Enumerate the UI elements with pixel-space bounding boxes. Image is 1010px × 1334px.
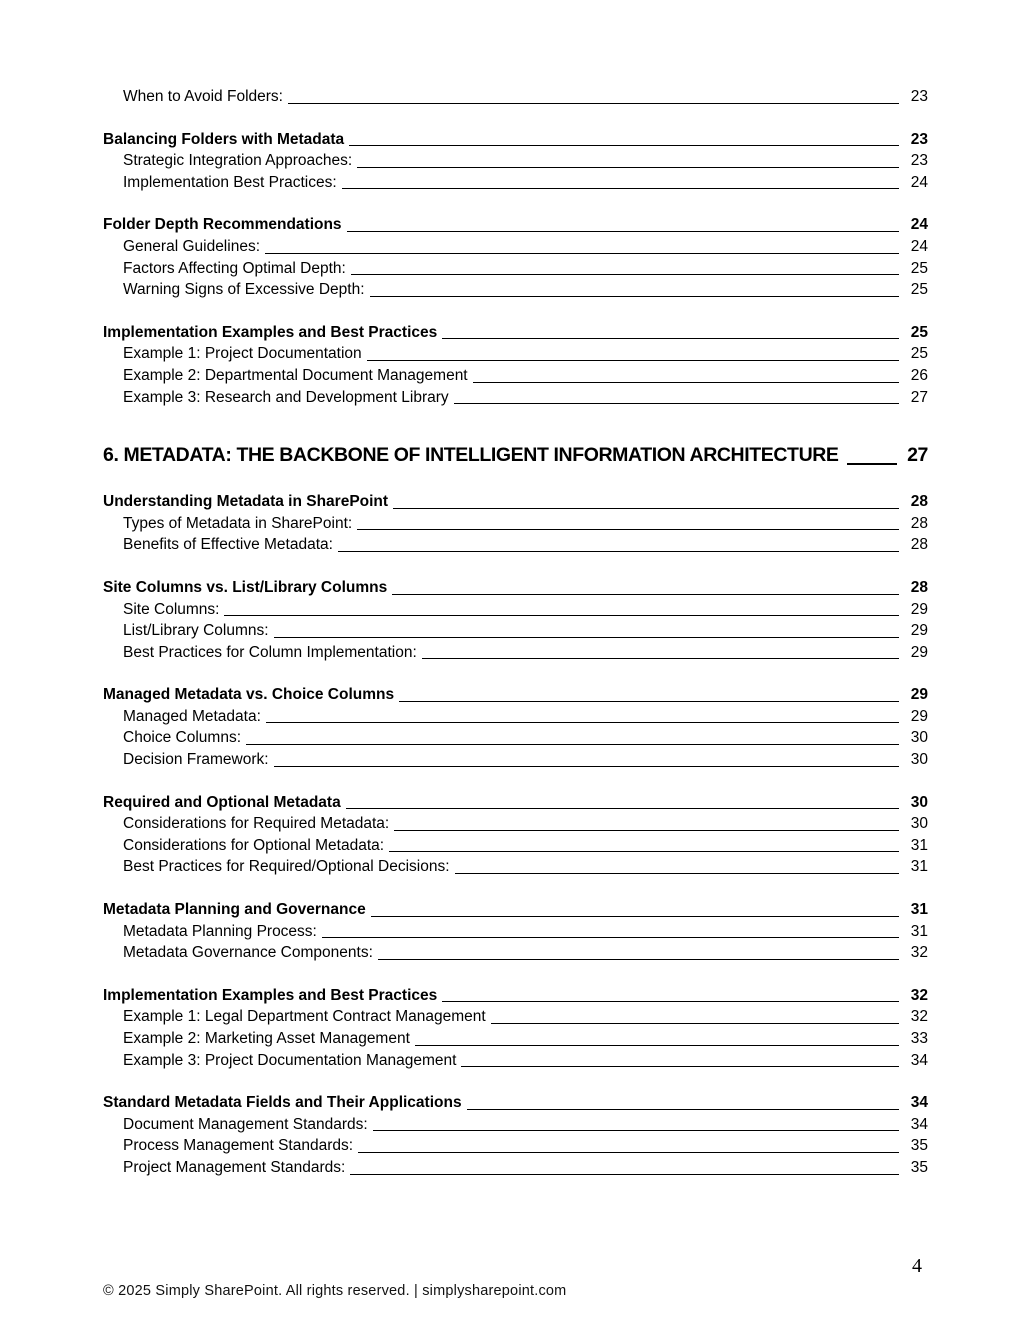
toc-entry xyxy=(103,899,928,921)
toc-entry-label: List/Library Columns: xyxy=(123,622,269,640)
toc-entry-label: Example 3: Research and Development Library xyxy=(123,388,449,406)
toc-leader-line xyxy=(455,873,899,874)
toc-leader-line xyxy=(373,1130,899,1131)
toc-entry-label: Metadata Planning Process: xyxy=(123,922,317,940)
toc-entry-label: Project Management Standards: xyxy=(123,1158,346,1176)
toc-entry-label: Considerations for Optional Metadata: xyxy=(123,836,385,854)
toc-entry-page: 29 xyxy=(910,622,928,640)
toc-group xyxy=(103,129,928,194)
toc-group xyxy=(103,440,928,470)
toc-entry-label: Understanding Metadata in SharePoint xyxy=(103,493,389,511)
toc-leader-line xyxy=(246,744,899,745)
toc-entry xyxy=(103,620,928,642)
toc-entry-label: Example 1: Legal Department Contract Management xyxy=(123,1008,486,1026)
toc-entry-page: 31 xyxy=(910,922,928,940)
toc-group xyxy=(103,86,928,108)
toc-entry-page: 34 xyxy=(910,1115,928,1133)
toc-entry-label: Types of Metadata in SharePoint: xyxy=(123,514,353,532)
toc-leader-line xyxy=(847,463,897,465)
toc-entry-page: 33 xyxy=(910,1030,928,1047)
toc-entry-page: 28 xyxy=(910,578,928,596)
toc-leader-line xyxy=(274,766,899,767)
toc-entry xyxy=(103,921,928,943)
toc-leader-line xyxy=(322,937,899,938)
toc-entry-label: Best Practices for Column Implementation: xyxy=(123,643,417,661)
toc-leader-line xyxy=(349,145,899,146)
toc-entry-label: Considerations for Required Metadata: xyxy=(123,815,390,833)
toc-entry xyxy=(103,577,928,599)
toc-entry-page: 24 xyxy=(910,173,928,191)
toc-entry xyxy=(103,491,928,513)
toc-leader-line xyxy=(371,916,899,917)
toc-leader-line xyxy=(491,1023,899,1024)
toc-entry xyxy=(103,792,928,814)
toc-group xyxy=(103,214,928,300)
toc-entry-label: Implementation Examples and Best Practices xyxy=(103,323,438,341)
toc-entry xyxy=(103,534,928,556)
toc-group xyxy=(103,792,928,878)
toc-entry xyxy=(103,706,928,728)
toc-entry-page: 29 xyxy=(910,686,928,704)
toc-leader-line xyxy=(338,551,899,552)
toc-entry-page: 30 xyxy=(910,793,928,811)
toc-leader-line xyxy=(274,637,899,638)
toc-entry xyxy=(103,343,928,365)
toc-entry-page: 32 xyxy=(910,944,928,962)
toc-entry-label: Document Management Standards: xyxy=(123,1115,368,1133)
toc-entry-label: Implementation Best Practices: xyxy=(123,173,337,191)
toc-entry xyxy=(103,513,928,535)
toc-entry-page: 25 xyxy=(910,259,928,277)
toc-entry xyxy=(103,258,928,280)
toc-entry-page: 23 xyxy=(910,152,928,170)
toc-entry-page: 28 xyxy=(910,536,928,554)
toc-entry xyxy=(103,129,928,151)
footer-copyright: © 2025 Simply SharePoint. All rights reserved. | simplysharepoint.com xyxy=(103,1283,567,1299)
toc-entry-page: 29 xyxy=(910,600,928,618)
toc-entry xyxy=(103,236,928,258)
toc-entry xyxy=(103,1092,928,1114)
toc-entry-label: Standard Metadata Fields and Their Applications xyxy=(103,1094,462,1112)
toc-entry-page: 25 xyxy=(910,323,928,341)
toc-entry-label: Managed Metadata vs. Choice Columns xyxy=(103,686,395,704)
toc-entry xyxy=(103,1157,928,1179)
toc-leader-line xyxy=(442,338,899,339)
toc-leader-line xyxy=(358,1152,899,1153)
toc-group xyxy=(103,985,928,1071)
toc-leader-line xyxy=(347,231,899,232)
toc-leader-line xyxy=(224,615,899,616)
toc-entry-label: Metadata Planning and Governance xyxy=(103,901,366,919)
toc-entry xyxy=(103,150,928,172)
toc-leader-line xyxy=(389,851,899,852)
toc-group xyxy=(103,322,928,408)
toc-entry xyxy=(103,1050,928,1072)
toc-entry xyxy=(103,1114,928,1136)
table-of-contents xyxy=(103,86,928,1179)
toc-entry-label: Balancing Folders with Metadata xyxy=(103,130,345,148)
toc-entry xyxy=(103,749,928,771)
toc-entry-page: 32 xyxy=(910,986,928,1004)
toc-entry xyxy=(103,279,928,301)
toc-entry-page: 26 xyxy=(910,366,928,384)
toc-entry-label: Strategic Integration Approaches: xyxy=(123,152,353,170)
toc-leader-line xyxy=(265,253,899,254)
toc-entry-page: 25 xyxy=(910,281,928,299)
toc-entry-label: Best Practices for Required/Optional Decisions: xyxy=(123,858,450,876)
toc-entry-page: 32 xyxy=(910,1008,928,1026)
toc-entry-label: Factors Affecting Optimal Depth: xyxy=(123,259,346,277)
toc-leader-line xyxy=(415,1045,899,1046)
toc-entry-page: 31 xyxy=(910,858,928,876)
toc-entry xyxy=(103,214,928,236)
toc-leader-line xyxy=(378,959,899,960)
toc-leader-line xyxy=(266,722,899,723)
toc-entry-label: Example 3: Project Documentation Management xyxy=(123,1051,457,1069)
toc-entry xyxy=(103,835,928,857)
toc-entry xyxy=(103,86,928,108)
toc-leader-line xyxy=(467,1109,899,1110)
toc-entry xyxy=(103,684,928,706)
toc-entry-label: Choice Columns: xyxy=(123,729,242,747)
toc-entry-page: 34 xyxy=(910,1051,928,1069)
toc-leader-line xyxy=(288,103,899,104)
toc-entry-page: 28 xyxy=(910,514,928,532)
toc-leader-line xyxy=(473,382,899,383)
toc-entry-page: 31 xyxy=(910,901,928,919)
toc-entry xyxy=(103,942,928,964)
toc-entry-page: 30 xyxy=(910,815,928,833)
toc-entry xyxy=(103,856,928,878)
toc-leader-line xyxy=(394,830,899,831)
toc-group xyxy=(103,899,928,964)
toc-entry-label: Example 2: Departmental Document Management xyxy=(123,366,468,384)
toc-leader-line xyxy=(393,508,899,509)
toc-leader-line xyxy=(357,167,899,168)
toc-entry xyxy=(103,1006,928,1028)
toc-entry-label: Example 2: Marketing Asset Management xyxy=(123,1030,410,1047)
toc-entry-label: General Guidelines: xyxy=(123,237,260,255)
toc-group xyxy=(103,577,928,663)
toc-entry xyxy=(103,1028,928,1050)
toc-entry xyxy=(103,440,928,470)
toc-leader-line xyxy=(367,360,899,361)
toc-leader-line xyxy=(370,296,899,297)
toc-entry-page: 30 xyxy=(910,729,928,747)
toc-entry-page: 23 xyxy=(910,88,928,105)
toc-entry-label: Site Columns: xyxy=(123,600,220,618)
toc-entry-label: Example 1: Project Documentation xyxy=(123,345,362,363)
toc-leader-line xyxy=(357,529,899,530)
toc-entry xyxy=(103,322,928,344)
toc-entry xyxy=(103,599,928,621)
toc-entry xyxy=(103,727,928,749)
toc-entry-label: Folder Depth Recommendations xyxy=(103,216,342,234)
toc-entry-page: 27 xyxy=(907,444,928,467)
toc-entry-page: 24 xyxy=(910,216,928,234)
toc-leader-line xyxy=(454,403,899,404)
toc-entry-page: 34 xyxy=(910,1094,928,1112)
toc-entry-label: Required and Optional Metadata xyxy=(103,793,341,811)
toc-entry-label: Benefits of Effective Metadata: xyxy=(123,536,333,554)
toc-entry-page: 28 xyxy=(910,493,928,511)
toc-entry-label: 6. METADATA: THE BACKBONE OF INTELLIGENT INFORMATION ARCHITECTURE xyxy=(103,444,839,467)
toc-leader-line xyxy=(392,594,899,595)
toc-entry xyxy=(103,172,928,194)
toc-leader-line xyxy=(351,274,899,275)
toc-entry-page: 35 xyxy=(910,1137,928,1155)
toc-group xyxy=(103,491,928,556)
toc-entry-label: Managed Metadata: xyxy=(123,707,261,725)
toc-group xyxy=(103,1092,928,1178)
page-number: 4 xyxy=(912,1255,922,1277)
toc-entry xyxy=(103,642,928,664)
toc-entry-page: 35 xyxy=(910,1158,928,1176)
toc-entry-page: 31 xyxy=(910,836,928,854)
toc-entry-page: 25 xyxy=(910,345,928,363)
toc-leader-line xyxy=(346,808,899,809)
toc-entry-page: 29 xyxy=(910,707,928,725)
toc-entry-page: 24 xyxy=(910,237,928,255)
toc-entry xyxy=(103,1135,928,1157)
toc-entry-label: Implementation Examples and Best Practices xyxy=(103,986,438,1004)
toc-entry xyxy=(103,985,928,1007)
toc-entry-label: Process Management Standards: xyxy=(123,1137,354,1155)
toc-entry-label: When to Avoid Folders: xyxy=(123,88,283,105)
toc-leader-line xyxy=(399,701,899,702)
toc-entry-page: 30 xyxy=(910,751,928,769)
toc-leader-line xyxy=(461,1066,899,1067)
toc-entry xyxy=(103,365,928,387)
toc-entry-label: Warning Signs of Excessive Depth: xyxy=(123,281,365,299)
toc-entry-page: 27 xyxy=(910,388,928,406)
toc-leader-line xyxy=(442,1001,899,1002)
toc-entry xyxy=(103,813,928,835)
toc-leader-line xyxy=(342,188,899,189)
toc-entry xyxy=(103,387,928,409)
toc-entry-label: Decision Framework: xyxy=(123,751,269,769)
toc-entry-label: Metadata Governance Components: xyxy=(123,944,373,962)
toc-entry-page: 29 xyxy=(910,643,928,661)
toc-entry-label: Site Columns vs. List/Library Columns xyxy=(103,578,388,596)
toc-leader-line xyxy=(422,658,899,659)
toc-entry-page: 23 xyxy=(910,130,928,148)
toc-leader-line xyxy=(350,1174,899,1175)
toc-group xyxy=(103,684,928,770)
